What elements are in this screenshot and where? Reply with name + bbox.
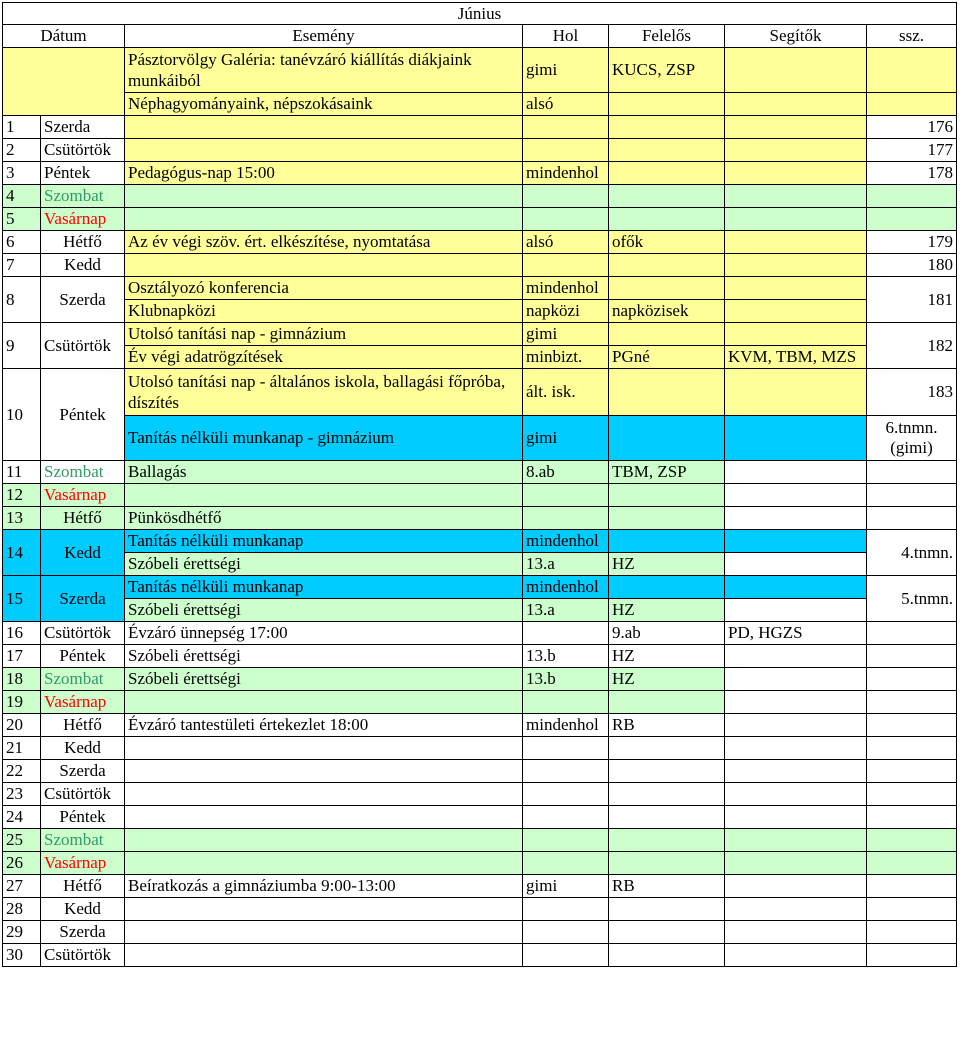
ssz-cell: 183 [867, 369, 957, 416]
day-name: Hétfő [41, 231, 125, 254]
where-cell: mindenhol [523, 714, 609, 737]
responsible-cell: RB [609, 875, 725, 898]
where-cell: napközi [523, 300, 609, 323]
day-name: Csütörtök [41, 944, 125, 967]
day-number: 13 [3, 507, 41, 530]
day-name: Szerda [41, 576, 125, 622]
where-cell: mindenhol [523, 576, 609, 599]
responsible-cell: TBM, ZSP [609, 461, 725, 484]
event-cell: Tanítás nélküli munkanap - gimnázium [125, 416, 523, 461]
day-number: 7 [3, 254, 41, 277]
ssz-cell: 176 [867, 116, 957, 139]
event-cell: Utolsó tanítási nap - gimnázium [125, 323, 523, 346]
day-name: Péntek [41, 162, 125, 185]
ssz-cell: 180 [867, 254, 957, 277]
day-name: Csütörtök [41, 323, 125, 369]
day-number: 20 [3, 714, 41, 737]
event-cell: Pünkösdhétfő [125, 507, 523, 530]
month-title: Június [3, 3, 957, 25]
day-name: Hétfő [41, 875, 125, 898]
day-number: 17 [3, 645, 41, 668]
ssz-cell: 181 [867, 277, 957, 323]
responsible-cell: PGné [609, 346, 725, 369]
day-number: 18 [3, 668, 41, 691]
helpers-cell: PD, HGZS [725, 622, 867, 645]
day-name: Kedd [41, 737, 125, 760]
day-name: Kedd [41, 254, 125, 277]
where-cell: gimi [523, 416, 609, 461]
ssz-cell: 5.tnmn. [867, 576, 957, 622]
event-cell: Néphagyományaink, népszokásaink [125, 93, 523, 116]
day-number: 10 [3, 369, 41, 461]
day-number: 16 [3, 622, 41, 645]
day-number: 19 [3, 691, 41, 714]
header-helpers: Segítők [725, 25, 867, 48]
event-cell: Tanítás nélküli munkanap [125, 530, 523, 553]
ssz-cell: 182 [867, 323, 957, 369]
event-cell: Szóbeli érettségi [125, 553, 523, 576]
day-name: Kedd [41, 530, 125, 576]
day-number: 3 [3, 162, 41, 185]
responsible-cell: KUCS, ZSP [609, 48, 725, 93]
event-cell: Tanítás nélküli munkanap [125, 576, 523, 599]
header-ssz: ssz. [867, 25, 957, 48]
where-cell: 8.ab [523, 461, 609, 484]
event-cell: Beíratkozás a gimnáziumba 9:00-13:00 [125, 875, 523, 898]
header-date: Dátum [3, 25, 125, 48]
responsible-cell: HZ [609, 553, 725, 576]
day-name: Vasárnap [41, 484, 125, 507]
day-name: Vasárnap [41, 852, 125, 875]
day-name: Szerda [41, 760, 125, 783]
day-name: Péntek [41, 369, 125, 461]
day-number: 22 [3, 760, 41, 783]
day-number: 8 [3, 277, 41, 323]
where-cell: 13.b [523, 668, 609, 691]
day-number: 25 [3, 829, 41, 852]
event-cell: Pásztorvölgy Galéria: tanévzáró kiállítás diákjaink munkáiból [125, 48, 523, 93]
header-responsible: Felelős [609, 25, 725, 48]
day-name: Vasárnap [41, 208, 125, 231]
ssz-cell: 179 [867, 231, 957, 254]
responsible-cell: HZ [609, 645, 725, 668]
where-cell: mindenhol [523, 162, 609, 185]
where-cell: ált. isk. [523, 369, 609, 416]
responsible-cell: HZ [609, 599, 725, 622]
event-cell: Szóbeli érettségi [125, 668, 523, 691]
responsible-cell: HZ [609, 668, 725, 691]
day-number: 15 [3, 576, 41, 622]
day-name: Szerda [41, 921, 125, 944]
where-cell: 13.a [523, 553, 609, 576]
day-number: 5 [3, 208, 41, 231]
day-number: 9 [3, 323, 41, 369]
day-number: 29 [3, 921, 41, 944]
day-name: Csütörtök [41, 783, 125, 806]
header-event: Esemény [125, 25, 523, 48]
day-name: Csütörtök [41, 622, 125, 645]
where-cell: gimi [523, 48, 609, 93]
day-name: Hétfő [41, 507, 125, 530]
top-empty-cell [3, 48, 125, 116]
ssz-cell: 6.tnmn. (gimi) [867, 416, 957, 461]
responsible-cell: 9.ab [609, 622, 725, 645]
day-number: 23 [3, 783, 41, 806]
ssz-cell: 177 [867, 139, 957, 162]
day-number: 1 [3, 116, 41, 139]
day-name: Hétfő [41, 714, 125, 737]
day-name: Péntek [41, 806, 125, 829]
june-schedule-table [2, 2, 957, 967]
responsible-cell: napközisek [609, 300, 725, 323]
day-name: Szerda [41, 277, 125, 323]
event-cell: Szóbeli érettségi [125, 645, 523, 668]
event-cell: Évzáró tantestületi értekezlet 18:00 [125, 714, 523, 737]
day-name: Péntek [41, 645, 125, 668]
day-number: 2 [3, 139, 41, 162]
responsible-cell: ofők [609, 231, 725, 254]
where-cell: gimi [523, 323, 609, 346]
day-number: 4 [3, 185, 41, 208]
event-cell: Osztályozó konferencia [125, 277, 523, 300]
ssz-cell: 178 [867, 162, 957, 185]
day-number: 24 [3, 806, 41, 829]
where-cell: gimi [523, 875, 609, 898]
day-number: 30 [3, 944, 41, 967]
day-number: 27 [3, 875, 41, 898]
event-cell: Az év végi szöv. ért. elkészítése, nyomtatása [125, 231, 523, 254]
event-cell: Utolsó tanítási nap - általános iskola, ballagási főpróba, díszítés [125, 369, 523, 416]
day-name: Szerda [41, 116, 125, 139]
helpers-cell: KVM, TBM, MZS [725, 346, 867, 369]
where-cell: 13.b [523, 645, 609, 668]
day-number: 12 [3, 484, 41, 507]
responsible-cell: RB [609, 714, 725, 737]
day-name: Csütörtök [41, 139, 125, 162]
day-number: 14 [3, 530, 41, 576]
event-cell: Pedagógus-nap 15:00 [125, 162, 523, 185]
event-cell: Szóbeli érettségi [125, 599, 523, 622]
day-name: Szombat [41, 461, 125, 484]
day-number: 28 [3, 898, 41, 921]
event-cell: Klubnapközi [125, 300, 523, 323]
where-cell: mindenhol [523, 530, 609, 553]
day-name: Vasárnap [41, 691, 125, 714]
day-name: Szombat [41, 829, 125, 852]
day-name: Szombat [41, 185, 125, 208]
event-cell: Ballagás [125, 461, 523, 484]
event-cell: Év végi adatrögzítések [125, 346, 523, 369]
day-name: Szombat [41, 668, 125, 691]
event-cell: Évzáró ünnepség 17:00 [125, 622, 523, 645]
day-number: 21 [3, 737, 41, 760]
where-cell: mindenhol [523, 277, 609, 300]
day-number: 6 [3, 231, 41, 254]
day-name: Kedd [41, 898, 125, 921]
where-cell: 13.a [523, 599, 609, 622]
where-cell: alsó [523, 93, 609, 116]
where-cell: alsó [523, 231, 609, 254]
day-number: 26 [3, 852, 41, 875]
header-where: Hol [523, 25, 609, 48]
day-number: 11 [3, 461, 41, 484]
where-cell: minbizt. [523, 346, 609, 369]
ssz-cell: 4.tnmn. [867, 530, 957, 576]
